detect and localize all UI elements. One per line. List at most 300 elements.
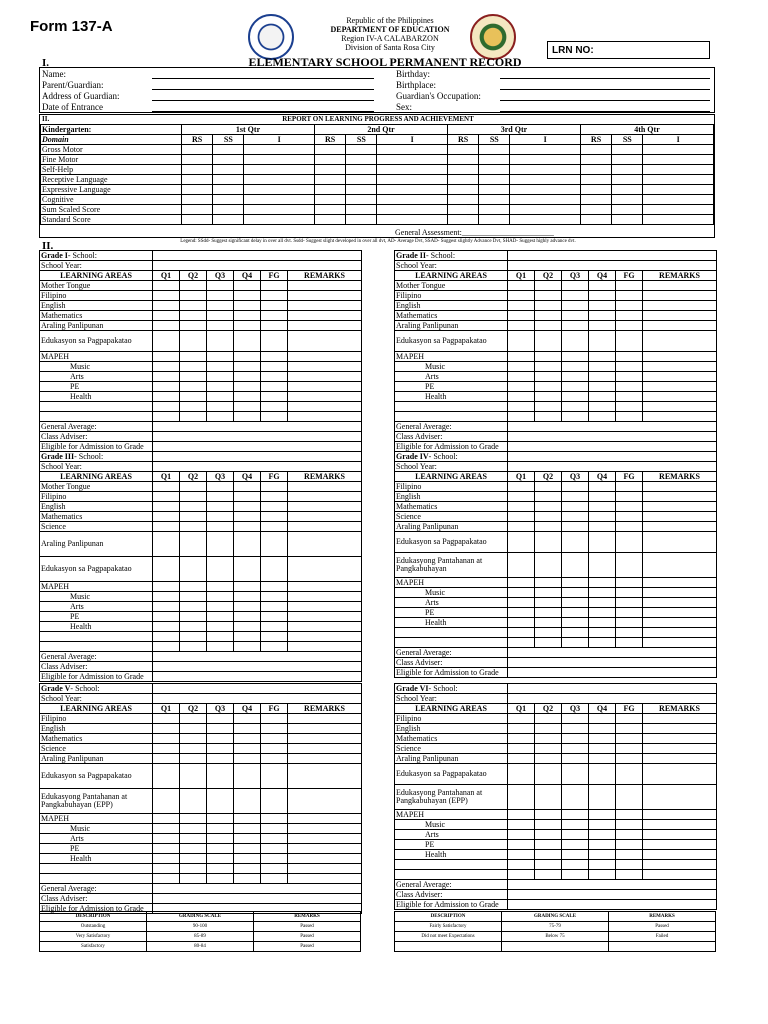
grade-cell[interactable]	[562, 764, 589, 785]
grade-cell[interactable]	[562, 492, 589, 502]
grade-cell[interactable]	[562, 810, 589, 820]
grade-cell[interactable]	[508, 734, 535, 744]
grade-cell[interactable]	[261, 602, 288, 612]
score-cell[interactable]	[346, 175, 377, 185]
grade-cell[interactable]	[616, 870, 643, 880]
grade-cell[interactable]	[508, 578, 535, 588]
score-cell[interactable]	[213, 185, 244, 195]
grade-cell[interactable]	[153, 864, 180, 874]
grade-cell[interactable]	[535, 744, 562, 754]
grade-cell[interactable]	[288, 874, 362, 884]
score-cell[interactable]	[346, 155, 377, 165]
grade-cell[interactable]	[616, 362, 643, 372]
grade-cell[interactable]	[261, 874, 288, 884]
grade-cell[interactable]	[589, 785, 616, 810]
grade-cell[interactable]	[508, 392, 535, 402]
occupation-field[interactable]	[500, 91, 710, 101]
grade-cell[interactable]	[535, 810, 562, 820]
grade-cell[interactable]	[535, 598, 562, 608]
grade-cell[interactable]	[616, 860, 643, 870]
grade-cell[interactable]	[153, 492, 180, 502]
grade-cell[interactable]	[616, 291, 643, 301]
grade-cell[interactable]	[643, 618, 717, 628]
score-cell[interactable]	[612, 185, 643, 195]
grade-cell[interactable]	[207, 492, 234, 502]
school-year-field[interactable]	[153, 462, 362, 472]
score-cell[interactable]	[510, 205, 581, 215]
score-cell[interactable]	[580, 155, 611, 165]
grade-cell[interactable]	[180, 372, 207, 382]
grade-cell[interactable]	[616, 492, 643, 502]
score-cell[interactable]	[479, 155, 510, 165]
lrn-field[interactable]: LRN NO:	[547, 41, 710, 59]
grade-cell[interactable]	[508, 785, 535, 810]
grade-cell[interactable]	[535, 532, 562, 553]
grade-cell[interactable]	[508, 301, 535, 311]
score-cell[interactable]	[182, 165, 213, 175]
grade-cell[interactable]	[562, 860, 589, 870]
grade-cell[interactable]	[562, 830, 589, 840]
grade-cell[interactable]	[261, 814, 288, 824]
grade-cell[interactable]	[535, 412, 562, 422]
grade-cell[interactable]	[643, 402, 717, 412]
grade-cell[interactable]	[288, 734, 362, 744]
grade-cell[interactable]	[589, 744, 616, 754]
grade-cell[interactable]	[508, 382, 535, 392]
grade-cell[interactable]	[589, 321, 616, 331]
grade-cell[interactable]	[643, 850, 717, 860]
grade-cell[interactable]	[643, 734, 717, 744]
school-year-field[interactable]	[508, 462, 717, 472]
grade-cell[interactable]	[261, 854, 288, 864]
grade-cell[interactable]	[288, 844, 362, 854]
score-cell[interactable]	[580, 195, 611, 205]
grade-cell[interactable]	[234, 522, 261, 532]
grade-cell[interactable]	[288, 632, 362, 642]
grade-cell[interactable]	[180, 382, 207, 392]
grade-cell[interactable]	[589, 522, 616, 532]
grade-cell[interactable]	[616, 628, 643, 638]
grade-cell[interactable]	[153, 372, 180, 382]
grade-cell[interactable]	[261, 512, 288, 522]
grade-cell[interactable]	[288, 512, 362, 522]
grade-cell[interactable]	[180, 622, 207, 632]
grade-cell[interactable]	[589, 764, 616, 785]
grade-cell[interactable]	[207, 744, 234, 754]
grade-cell[interactable]	[261, 582, 288, 592]
grade-cell[interactable]	[153, 331, 180, 352]
score-cell[interactable]	[447, 205, 478, 215]
grade-cell[interactable]	[589, 724, 616, 734]
grade-cell[interactable]	[207, 582, 234, 592]
score-cell[interactable]	[346, 145, 377, 155]
grade-cell[interactable]	[589, 382, 616, 392]
grade-cell[interactable]	[234, 764, 261, 789]
grade-cell[interactable]	[207, 512, 234, 522]
score-cell[interactable]	[580, 145, 611, 155]
grade-cell[interactable]	[508, 860, 535, 870]
grade-cell[interactable]	[180, 734, 207, 744]
grade-cell[interactable]	[535, 734, 562, 744]
grade-cell[interactable]	[643, 311, 717, 321]
grade-cell[interactable]	[234, 492, 261, 502]
grade-cell[interactable]	[234, 814, 261, 824]
grade-cell[interactable]	[234, 714, 261, 724]
grade-cell[interactable]	[288, 824, 362, 834]
score-cell[interactable]	[182, 175, 213, 185]
grade-cell[interactable]	[180, 352, 207, 362]
grade-cell[interactable]	[180, 744, 207, 754]
grade-cell[interactable]	[616, 840, 643, 850]
grade-cell[interactable]	[153, 557, 180, 582]
grade-cell[interactable]	[288, 612, 362, 622]
grade-cell[interactable]	[616, 402, 643, 412]
grade-cell[interactable]	[616, 382, 643, 392]
eligible-admission-field[interactable]	[508, 668, 717, 678]
grade-cell[interactable]	[261, 789, 288, 814]
grade-cell[interactable]	[562, 512, 589, 522]
grade-cell[interactable]	[643, 532, 717, 553]
grade-cell[interactable]	[616, 372, 643, 382]
score-cell[interactable]	[377, 205, 448, 215]
grade-cell[interactable]	[616, 331, 643, 352]
grade-cell[interactable]	[562, 412, 589, 422]
score-cell[interactable]	[244, 185, 315, 195]
grade-cell[interactable]	[589, 291, 616, 301]
grade-cell[interactable]	[508, 352, 535, 362]
grade-cell[interactable]	[207, 632, 234, 642]
grade-cell[interactable]	[207, 522, 234, 532]
grade-cell[interactable]	[508, 744, 535, 754]
grade-cell[interactable]	[508, 754, 535, 764]
grade-cell[interactable]	[234, 632, 261, 642]
score-cell[interactable]	[580, 215, 611, 225]
grade-cell[interactable]	[234, 622, 261, 632]
grade-cell[interactable]	[180, 602, 207, 612]
grade-cell[interactable]	[234, 612, 261, 622]
parent-field[interactable]	[152, 80, 374, 90]
grade-cell[interactable]	[508, 714, 535, 724]
grade-cell[interactable]	[288, 402, 362, 412]
eligible-admission-field[interactable]	[508, 442, 717, 452]
grade-cell[interactable]	[153, 724, 180, 734]
grade-cell[interactable]	[616, 744, 643, 754]
grade-cell[interactable]	[562, 372, 589, 382]
grade-cell[interactable]	[589, 392, 616, 402]
score-cell[interactable]	[213, 165, 244, 175]
grade-cell[interactable]	[589, 754, 616, 764]
score-cell[interactable]	[315, 145, 346, 155]
grade-cell[interactable]	[153, 789, 180, 814]
grade-cell[interactable]	[562, 850, 589, 860]
score-cell[interactable]	[346, 185, 377, 195]
grade-cell[interactable]	[562, 321, 589, 331]
school-field[interactable]	[508, 684, 717, 694]
score-cell[interactable]	[479, 205, 510, 215]
grade-cell[interactable]	[508, 870, 535, 880]
grade-cell[interactable]	[180, 321, 207, 331]
grade-cell[interactable]	[180, 291, 207, 301]
grade-cell[interactable]	[288, 532, 362, 557]
score-cell[interactable]	[182, 205, 213, 215]
grade-cell[interactable]	[562, 628, 589, 638]
grade-cell[interactable]	[261, 744, 288, 754]
grade-cell[interactable]	[234, 864, 261, 874]
grade-cell[interactable]	[589, 502, 616, 512]
score-cell[interactable]	[315, 175, 346, 185]
grade-cell[interactable]	[153, 392, 180, 402]
grade-cell[interactable]	[562, 301, 589, 311]
grade-cell[interactable]	[261, 592, 288, 602]
grade-cell[interactable]	[535, 311, 562, 321]
grade-cell[interactable]	[589, 301, 616, 311]
grade-cell[interactable]	[207, 592, 234, 602]
grade-cell[interactable]	[535, 372, 562, 382]
grade-cell[interactable]	[207, 602, 234, 612]
grade-cell[interactable]	[153, 754, 180, 764]
grade-cell[interactable]	[643, 598, 717, 608]
class-adviser-field[interactable]	[508, 432, 717, 442]
grade-cell[interactable]	[207, 789, 234, 814]
grade-cell[interactable]	[288, 592, 362, 602]
grade-cell[interactable]	[180, 754, 207, 764]
grade-cell[interactable]	[589, 870, 616, 880]
school-year-field[interactable]	[153, 694, 362, 704]
grade-cell[interactable]	[562, 714, 589, 724]
grade-cell[interactable]	[207, 382, 234, 392]
grade-cell[interactable]	[234, 724, 261, 734]
grade-cell[interactable]	[234, 362, 261, 372]
grade-cell[interactable]	[180, 331, 207, 352]
grade-cell[interactable]	[261, 632, 288, 642]
grade-cell[interactable]	[562, 362, 589, 372]
grade-cell[interactable]	[535, 553, 562, 578]
score-cell[interactable]	[643, 155, 714, 165]
score-cell[interactable]	[447, 185, 478, 195]
grade-cell[interactable]	[616, 618, 643, 628]
score-cell[interactable]	[643, 215, 714, 225]
grade-cell[interactable]	[535, 588, 562, 598]
score-cell[interactable]	[643, 195, 714, 205]
grade-cell[interactable]	[180, 502, 207, 512]
grade-cell[interactable]	[180, 311, 207, 321]
grade-cell[interactable]	[535, 492, 562, 502]
grade-cell[interactable]	[508, 830, 535, 840]
grade-cell[interactable]	[535, 618, 562, 628]
grade-cell[interactable]	[616, 734, 643, 744]
grade-cell[interactable]	[234, 854, 261, 864]
grade-cell[interactable]	[535, 512, 562, 522]
grade-cell[interactable]	[261, 362, 288, 372]
grade-cell[interactable]	[288, 814, 362, 824]
grade-cell[interactable]	[207, 331, 234, 352]
grade-cell[interactable]	[207, 834, 234, 844]
school-field[interactable]	[153, 452, 362, 462]
grade-cell[interactable]	[616, 608, 643, 618]
grade-cell[interactable]	[234, 844, 261, 854]
grade-cell[interactable]	[643, 724, 717, 734]
grade-cell[interactable]	[180, 814, 207, 824]
grade-cell[interactable]	[616, 785, 643, 810]
grade-cell[interactable]	[643, 578, 717, 588]
grade-cell[interactable]	[562, 870, 589, 880]
score-cell[interactable]	[479, 185, 510, 195]
grade-cell[interactable]	[288, 372, 362, 382]
grade-cell[interactable]	[643, 502, 717, 512]
grade-cell[interactable]	[234, 789, 261, 814]
grade-cell[interactable]	[180, 482, 207, 492]
grade-cell[interactable]	[589, 578, 616, 588]
eligible-admission-field[interactable]	[508, 900, 717, 910]
score-cell[interactable]	[447, 165, 478, 175]
grade-cell[interactable]	[616, 754, 643, 764]
grade-cell[interactable]	[508, 724, 535, 734]
grade-cell[interactable]	[153, 834, 180, 844]
school-field[interactable]	[508, 452, 717, 462]
score-cell[interactable]	[346, 165, 377, 175]
grade-cell[interactable]	[153, 522, 180, 532]
grade-cell[interactable]	[535, 362, 562, 372]
grade-cell[interactable]	[234, 874, 261, 884]
grade-cell[interactable]	[508, 588, 535, 598]
score-cell[interactable]	[244, 155, 315, 165]
grade-cell[interactable]	[535, 764, 562, 785]
grade-cell[interactable]	[643, 628, 717, 638]
grade-cell[interactable]	[589, 512, 616, 522]
grade-cell[interactable]	[616, 810, 643, 820]
grade-cell[interactable]	[234, 331, 261, 352]
grade-cell[interactable]	[643, 588, 717, 598]
grade-cell[interactable]	[234, 412, 261, 422]
grade-cell[interactable]	[207, 301, 234, 311]
grade-cell[interactable]	[643, 392, 717, 402]
grade-cell[interactable]	[535, 578, 562, 588]
grade-cell[interactable]	[616, 311, 643, 321]
class-adviser-field[interactable]	[508, 890, 717, 900]
grade-cell[interactable]	[207, 864, 234, 874]
grade-cell[interactable]	[153, 301, 180, 311]
grade-cell[interactable]	[261, 824, 288, 834]
grade-cell[interactable]	[508, 608, 535, 618]
score-cell[interactable]	[479, 195, 510, 205]
grade-cell[interactable]	[207, 764, 234, 789]
grade-cell[interactable]	[180, 714, 207, 724]
score-cell[interactable]	[580, 165, 611, 175]
grade-cell[interactable]	[535, 870, 562, 880]
grade-cell[interactable]	[643, 754, 717, 764]
grade-cell[interactable]	[234, 602, 261, 612]
grade-cell[interactable]	[616, 598, 643, 608]
score-cell[interactable]	[377, 185, 448, 195]
grade-cell[interactable]	[153, 874, 180, 884]
grade-cell[interactable]	[261, 412, 288, 422]
grade-cell[interactable]	[234, 402, 261, 412]
grade-cell[interactable]	[207, 714, 234, 724]
grade-cell[interactable]	[535, 352, 562, 362]
grade-cell[interactable]	[234, 532, 261, 557]
grade-cell[interactable]	[180, 632, 207, 642]
grade-cell[interactable]	[589, 532, 616, 553]
grade-cell[interactable]	[153, 281, 180, 291]
score-cell[interactable]	[377, 175, 448, 185]
grade-cell[interactable]	[508, 638, 535, 648]
grade-cell[interactable]	[616, 638, 643, 648]
grade-cell[interactable]	[234, 754, 261, 764]
grade-cell[interactable]	[234, 372, 261, 382]
grade-cell[interactable]	[234, 557, 261, 582]
grade-cell[interactable]	[616, 522, 643, 532]
grade-cell[interactable]	[153, 854, 180, 864]
score-cell[interactable]	[643, 185, 714, 195]
grade-cell[interactable]	[616, 820, 643, 830]
grade-cell[interactable]	[180, 301, 207, 311]
grade-cell[interactable]	[288, 502, 362, 512]
grade-cell[interactable]	[288, 382, 362, 392]
score-cell[interactable]	[377, 215, 448, 225]
grade-cell[interactable]	[261, 724, 288, 734]
grade-cell[interactable]	[207, 502, 234, 512]
grade-cell[interactable]	[180, 612, 207, 622]
grade-cell[interactable]	[508, 492, 535, 502]
grade-cell[interactable]	[616, 532, 643, 553]
grade-cell[interactable]	[288, 714, 362, 724]
grade-cell[interactable]	[288, 557, 362, 582]
grade-cell[interactable]	[508, 850, 535, 860]
grade-cell[interactable]	[643, 820, 717, 830]
score-cell[interactable]	[510, 165, 581, 175]
grade-cell[interactable]	[207, 754, 234, 764]
grade-cell[interactable]	[261, 844, 288, 854]
grade-cell[interactable]	[535, 331, 562, 352]
score-cell[interactable]	[377, 195, 448, 205]
grade-cell[interactable]	[207, 854, 234, 864]
score-cell[interactable]	[346, 205, 377, 215]
grade-cell[interactable]	[234, 582, 261, 592]
grade-cell[interactable]	[562, 840, 589, 850]
grade-cell[interactable]	[288, 311, 362, 321]
score-cell[interactable]	[244, 165, 315, 175]
grade-cell[interactable]	[153, 382, 180, 392]
grade-cell[interactable]	[207, 612, 234, 622]
grade-cell[interactable]	[207, 281, 234, 291]
grade-cell[interactable]	[207, 622, 234, 632]
grade-cell[interactable]	[562, 754, 589, 764]
grade-cell[interactable]	[261, 764, 288, 789]
grade-cell[interactable]	[508, 311, 535, 321]
grade-cell[interactable]	[616, 588, 643, 598]
grade-cell[interactable]	[288, 492, 362, 502]
general-average-field[interactable]	[153, 422, 362, 432]
grade-cell[interactable]	[589, 734, 616, 744]
grade-cell[interactable]	[589, 830, 616, 840]
grade-cell[interactable]	[261, 612, 288, 622]
grade-cell[interactable]	[643, 744, 717, 754]
grade-cell[interactable]	[616, 724, 643, 734]
grade-cell[interactable]	[589, 588, 616, 598]
grade-cell[interactable]	[535, 850, 562, 860]
grade-cell[interactable]	[153, 734, 180, 744]
grade-cell[interactable]	[508, 764, 535, 785]
score-cell[interactable]	[244, 195, 315, 205]
grade-cell[interactable]	[180, 522, 207, 532]
grade-cell[interactable]	[508, 291, 535, 301]
score-cell[interactable]	[244, 145, 315, 155]
grade-cell[interactable]	[234, 734, 261, 744]
grade-cell[interactable]	[234, 824, 261, 834]
grade-cell[interactable]	[535, 392, 562, 402]
grade-cell[interactable]	[261, 301, 288, 311]
score-cell[interactable]	[643, 145, 714, 155]
